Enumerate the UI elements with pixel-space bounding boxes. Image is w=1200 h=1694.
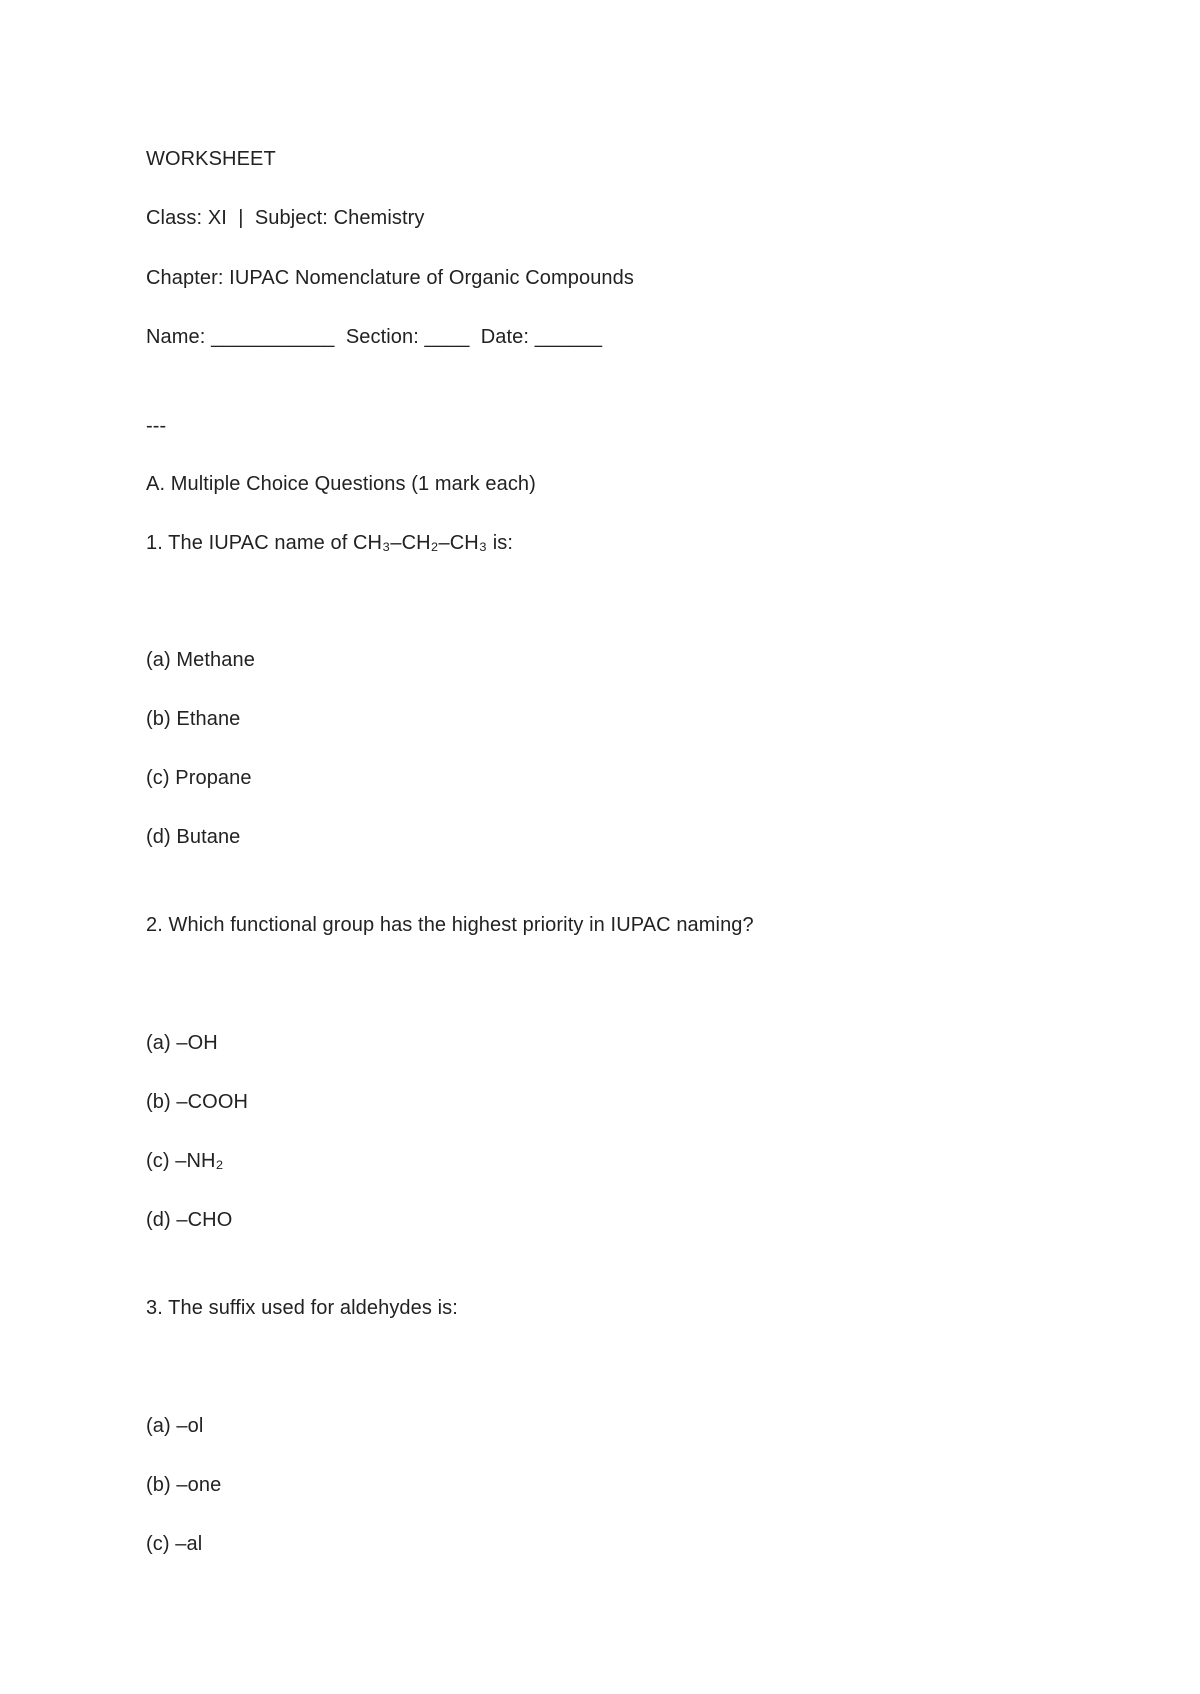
question-2-option-c: (c) –NH₂ — [146, 1150, 224, 1172]
question-2-option-b: (b) –COOH — [146, 1091, 249, 1113]
question-1-text: 1. The IUPAC name of CH₃–CH₂–CH₃ is: — [146, 532, 514, 554]
question-3-option-b: (b) –one — [146, 1474, 222, 1496]
question-3-option-c: (c) –al — [146, 1533, 203, 1555]
question-2-text: 2. Which functional group has the highest priority in IUPAC naming? — [146, 914, 754, 936]
separator: --- — [146, 415, 167, 437]
question-1-option-c: (c) Propane — [146, 767, 252, 789]
question-1-option-a: (a) Methane — [146, 649, 255, 671]
question-1-option-b: (b) Ethane — [146, 708, 241, 730]
class-subject-line: Class: XI | Subject: Chemistry — [146, 207, 425, 229]
question-3-option-a: (a) –ol — [146, 1415, 204, 1437]
question-3-text: 3. The suffix used for aldehydes is: — [146, 1297, 458, 1319]
question-2-option-d: (d) –CHO — [146, 1209, 233, 1231]
worksheet-title: WORKSHEET — [146, 148, 276, 170]
question-2-option-a: (a) –OH — [146, 1032, 218, 1054]
section-a-heading: A. Multiple Choice Questions (1 mark each) — [146, 473, 536, 495]
student-info-line: Name: ___________ Section: ____ Date: ______ — [146, 326, 603, 348]
question-1-option-d: (d) Butane — [146, 826, 241, 848]
chapter-line: Chapter: IUPAC Nomenclature of Organic Compounds — [146, 267, 634, 289]
